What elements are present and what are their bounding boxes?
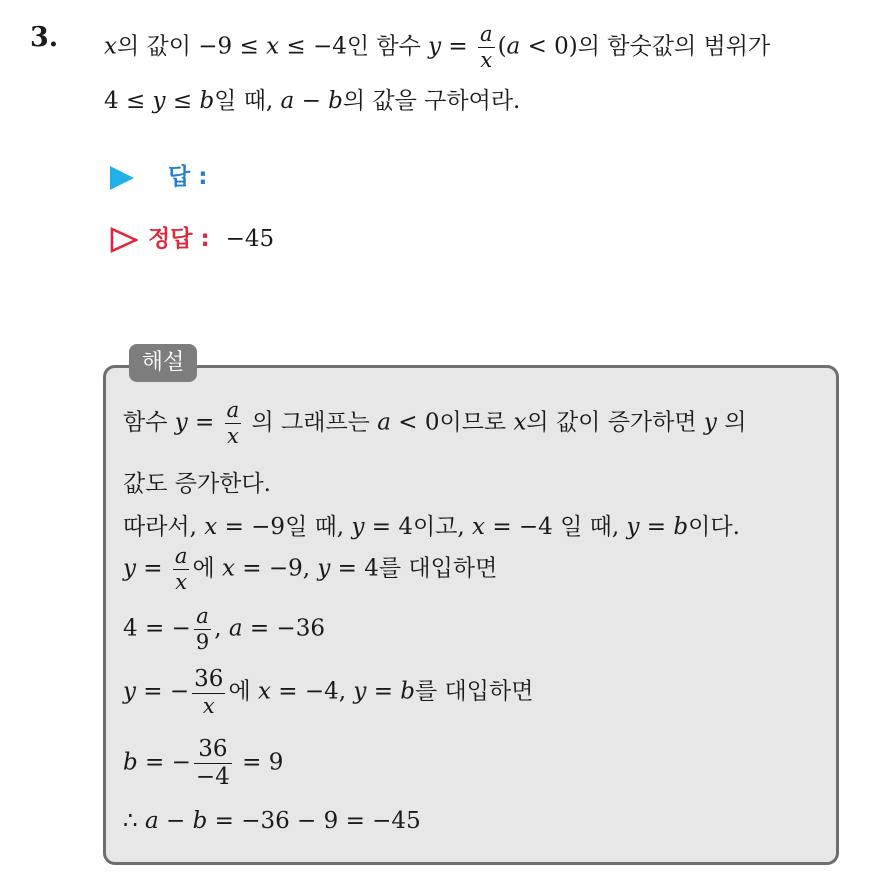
text: < 0)의 함숫값의 범위가: [520, 33, 771, 60]
var: b: [400, 678, 416, 705]
text: =: [639, 514, 674, 540]
var: y: [428, 33, 442, 60]
text: −: [294, 88, 329, 114]
correct-answer-row: [110, 220, 274, 253]
var: y: [703, 409, 717, 436]
correct-answer-label: 정답 :: [148, 226, 210, 252]
fraction-numerator: a: [480, 22, 493, 46]
text: ≤ −4인 함수: [279, 33, 429, 60]
var: x: [257, 678, 271, 705]
var: x: [513, 409, 527, 436]
var: b: [123, 749, 138, 776]
solution-line-3: [123, 508, 740, 541]
var: a: [377, 409, 391, 436]
text: 이다.: [688, 514, 740, 540]
fraction-denominator: x: [202, 694, 215, 718]
var: b: [673, 514, 689, 540]
text: ,: [214, 615, 229, 642]
text: 함수: [123, 409, 175, 436]
text: = 4이고,: [364, 514, 473, 540]
text: 의 값이 −9 ≤: [116, 33, 267, 60]
text: −: [158, 808, 193, 834]
answer-row: [110, 158, 207, 191]
text: ≤: [165, 88, 200, 114]
var: y: [353, 678, 367, 705]
fraction-numerator: a: [226, 398, 240, 422]
solution-line-5: [123, 606, 325, 653]
var: x: [221, 555, 235, 582]
var: x: [472, 514, 486, 540]
text: = −: [137, 749, 191, 776]
text: 4 = −: [123, 615, 191, 642]
var: b: [192, 808, 208, 834]
var: b: [199, 88, 215, 114]
text: = −36: [242, 615, 325, 642]
var: y: [626, 514, 640, 540]
var: x: [204, 514, 218, 540]
outline-triangle-icon: [110, 227, 138, 253]
text: =: [187, 409, 222, 436]
var: y: [174, 409, 188, 436]
var: a: [280, 88, 295, 114]
var: a: [144, 808, 159, 834]
var: x: [104, 33, 117, 60]
text: = −: [136, 678, 190, 705]
fraction-denominator: −4: [195, 764, 230, 790]
text: = −4 일 때,: [485, 514, 627, 540]
var: y: [152, 88, 166, 114]
text: 에: [228, 678, 258, 705]
text: = 4를 대입하면: [330, 555, 498, 582]
text: < 0이므로: [390, 409, 514, 436]
text: 의 값이 증가하면: [526, 409, 704, 436]
text: 를 대입하면: [415, 678, 534, 705]
solution-line-4: [123, 546, 497, 593]
var: y: [351, 514, 365, 540]
fraction-denominator: x: [175, 570, 188, 594]
text: 일 때,: [214, 88, 281, 114]
correct-answer-value: −45: [225, 226, 275, 252]
text: = −4,: [270, 678, 354, 705]
fraction-numerator: 36: [194, 666, 224, 692]
question-line-2: [104, 82, 520, 115]
answer-label: 답 :: [168, 164, 208, 190]
var: y: [123, 678, 136, 705]
fraction: [194, 738, 232, 789]
fraction: [478, 24, 495, 71]
fraction-denominator: x: [227, 424, 239, 448]
fraction-numerator: a: [174, 544, 188, 568]
text: = −9,: [234, 555, 318, 582]
text: 에: [192, 555, 222, 582]
fraction: [225, 400, 242, 447]
fraction-numerator: a: [194, 606, 211, 630]
text: =: [441, 33, 476, 60]
text: 4 ≤: [104, 88, 153, 114]
fraction: [194, 606, 211, 653]
var: a: [228, 615, 243, 642]
solution-line-2: 값도 증가한다.: [123, 471, 271, 497]
text: (: [497, 33, 507, 60]
fraction-denominator: x: [480, 48, 493, 72]
var: x: [266, 33, 280, 60]
var: a: [506, 33, 521, 60]
var: b: [328, 88, 343, 114]
var: y: [123, 555, 136, 582]
text: 의 값을 구하여라.: [342, 88, 521, 114]
question-line-1: [104, 24, 770, 71]
text: = 9: [234, 749, 284, 776]
solution-tab: 해설: [129, 344, 197, 382]
play-triangle-icon: [110, 166, 134, 190]
fraction-denominator: 9: [195, 630, 210, 654]
text: = −9일 때,: [217, 514, 352, 540]
text: =: [136, 555, 170, 582]
question-number: 3.: [30, 22, 59, 53]
text: 따라서,: [123, 514, 205, 540]
solution-line-7: [123, 738, 283, 789]
solution-line-8: [123, 808, 421, 834]
text: 의: [716, 409, 747, 436]
solution-line-1: [123, 400, 746, 447]
text: 의 그래프는: [244, 409, 378, 436]
var: y: [317, 555, 331, 582]
solution-line-6: [123, 668, 533, 717]
text: ∴: [123, 808, 145, 834]
fraction-numerator: 36: [194, 738, 232, 764]
text: =: [366, 678, 401, 705]
fraction: [192, 668, 225, 717]
fraction: [173, 546, 190, 593]
text: = −36 − 9 = −45: [207, 808, 421, 834]
